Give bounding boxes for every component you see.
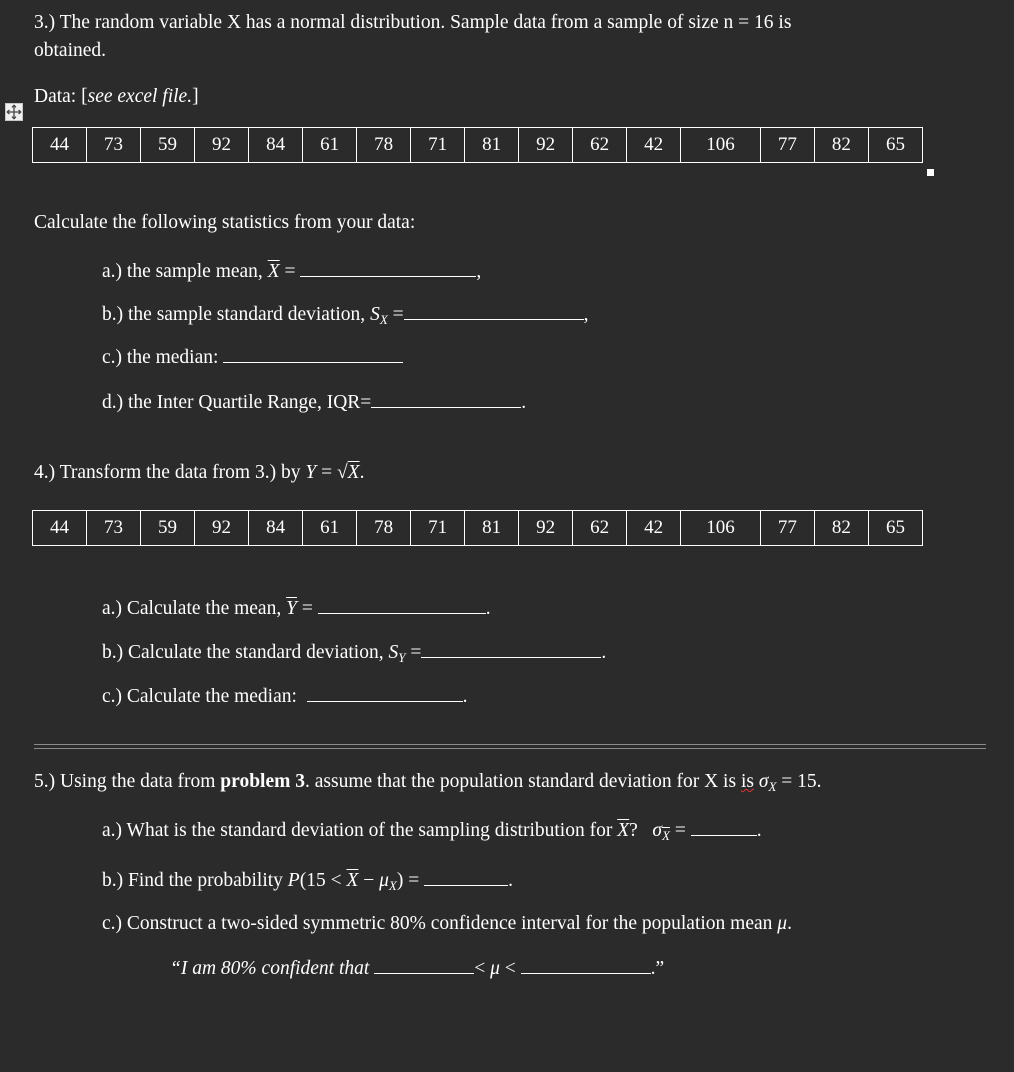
answer-blank[interactable] [223, 346, 403, 363]
data-cell[interactable]: 59 [141, 128, 195, 163]
data-cell[interactable]: 71 [411, 511, 465, 546]
answer-blank[interactable] [300, 260, 476, 277]
data-cell[interactable]: 71 [411, 128, 465, 163]
problem-3-line-1: 3.) The random variable X has a normal distribution. Sample data from a sample of size n = 16 is [34, 12, 792, 33]
data-cell[interactable]: 92 [519, 128, 573, 163]
data-cell[interactable]: 42 [627, 128, 681, 163]
question-5c: c.) Construct a two-sided symmetric 80% confidence interval for the population mean μ. [102, 913, 792, 934]
question-3a: a.) the sample mean, $\overline{X}$ = , [102, 261, 482, 282]
data-cell[interactable]: 82 [814, 511, 868, 546]
answer-blank[interactable] [691, 819, 757, 836]
data-cell[interactable]: 81 [465, 511, 519, 546]
answer-blank[interactable] [404, 303, 584, 320]
data-cell[interactable]: 78 [357, 511, 411, 546]
data-cell[interactable]: 44 [33, 128, 87, 163]
question-3d: d.) the Inter Quartile Range, IQR= . [102, 392, 527, 413]
data-cell[interactable]: 77 [760, 128, 814, 163]
problem-4-data-table[interactable] [32, 510, 923, 546]
question-4a: a.) Calculate the mean, $\overline{Y}$ = . [102, 598, 491, 619]
data-cell[interactable]: 92 [519, 511, 573, 546]
data-line: Data: [see excel file.] [34, 86, 199, 107]
problem-5-title: 5.) Using the data from problem 3. assume that the population standard deviation for X is is $\sigma_X = 15$. [34, 771, 822, 794]
data-cell[interactable]: 42 [627, 511, 681, 546]
data-cell[interactable]: 81 [465, 128, 519, 163]
data-cell[interactable]: 59 [141, 511, 195, 546]
problem-4-title: 4.) Transform the data from 3.) by Y = √X. [34, 462, 365, 483]
data-cell[interactable]: 62 [573, 128, 627, 163]
answer-blank[interactable] [424, 869, 508, 886]
data-cell[interactable]: 62 [573, 511, 627, 546]
data-cell[interactable]: 92 [195, 511, 249, 546]
data-cell[interactable]: 61 [303, 128, 357, 163]
data-cell[interactable]: 82 [814, 128, 868, 163]
data-cell[interactable]: 73 [87, 128, 141, 163]
question-4b: b.) Calculate the standard deviation, $S_Y$ = . [102, 642, 607, 665]
problem-3-data-table[interactable] [32, 127, 923, 163]
data-cell[interactable]: 106 [681, 128, 761, 163]
data-cell[interactable]: 84 [249, 128, 303, 163]
question-3c: c.) the median: [102, 346, 403, 369]
question-3b: b.) the sample standard deviation, $S_X$ = , [102, 304, 589, 327]
question-5a: a.) What is the standard deviation of the sampling distribution for $\overline{X}$? $\sigma_{\overline{X}}$ = . [102, 820, 762, 843]
data-cell[interactable]: 65 [868, 511, 922, 546]
problem-3-line-2: obtained. [34, 40, 107, 61]
confidence-statement: “I am 80% confident that < μ < .” [170, 958, 665, 979]
answer-blank[interactable] [374, 957, 474, 974]
data-cell[interactable]: 44 [33, 511, 87, 546]
answer-blank[interactable] [371, 391, 521, 408]
question-5b: b.) Find the probability $P(15 < \overline{X} - \mu_X)$ = . [102, 870, 513, 893]
data-cell[interactable]: 65 [868, 128, 922, 163]
table-row [33, 128, 923, 163]
answer-blank[interactable] [307, 685, 463, 702]
data-cell[interactable]: 92 [195, 128, 249, 163]
table-move-handle-icon[interactable] [5, 103, 23, 121]
data-cell[interactable]: 61 [303, 511, 357, 546]
data-cell[interactable]: 73 [87, 511, 141, 546]
data-cell[interactable]: 84 [249, 511, 303, 546]
calc-intro: Calculate the following statistics from your data: [34, 212, 416, 233]
data-cell[interactable]: 106 [681, 511, 761, 546]
question-4c: c.) Calculate the median: . [102, 686, 468, 707]
answer-blank[interactable] [318, 597, 486, 614]
answer-blank[interactable] [421, 641, 601, 658]
data-cell[interactable]: 77 [760, 511, 814, 546]
data-cell[interactable]: 78 [357, 128, 411, 163]
table-resize-handle[interactable] [927, 169, 934, 176]
section-divider [34, 744, 986, 749]
table-row [33, 511, 923, 546]
answer-blank[interactable] [521, 957, 651, 974]
